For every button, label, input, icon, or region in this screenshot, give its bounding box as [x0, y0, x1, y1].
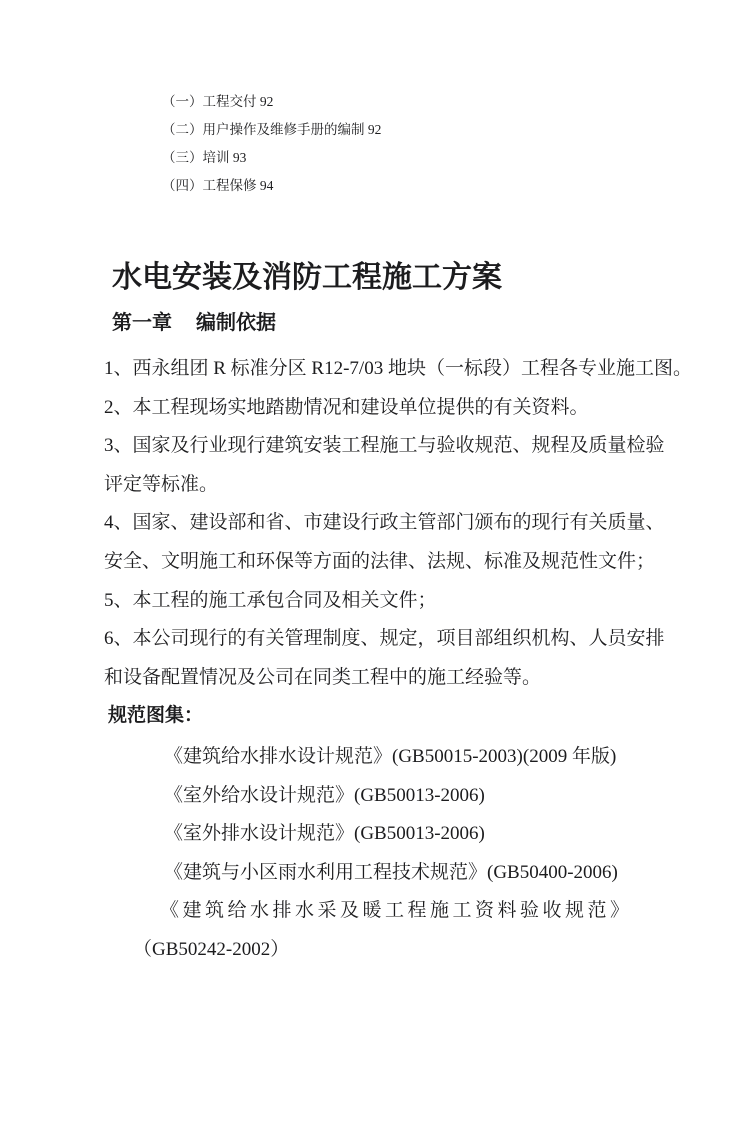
toc-block — [162, 88, 640, 200]
standard-item: 《建筑给水排水设计规范》(GB50015-2003)(2009 年版) — [164, 745, 617, 767]
standards-heading: 规范图集： — [108, 705, 204, 727]
body-line: 6、本公司现行的有关管理制度、规定，项目部组织机构、人员安排 — [104, 628, 665, 650]
body-line: 5、本工程的施工承包合同及相关文件； — [104, 589, 437, 611]
body-line: 4、国家、建设部和省、市建设行政主管部门颁布的现行有关质量、 — [104, 512, 665, 534]
body-line: 1、西永组团 R 标准分区 R12-7/03 地块（一标段）工程各专业施工图。 — [104, 358, 692, 379]
standard-item: 《建筑与小区雨水利用工程技术规范》(GB50400-2006) — [164, 861, 618, 883]
standard-item: 《建筑给水排水采及暖工程施工资料验收规范》 — [160, 900, 633, 922]
toc-item: （二）用户操作及维修手册的编制 92 — [162, 122, 382, 137]
body-line: 3、国家及行业现行建筑安装工程施工与验收规范、规程及质量检验 — [104, 435, 665, 457]
document-title: 水电安装及消防工程施工方案 — [112, 261, 502, 294]
toc-item: （三）培训 93 — [162, 150, 247, 165]
toc-item: （四）工程保修 94 — [162, 178, 274, 193]
document-page — [0, 88, 744, 1140]
standards-list — [104, 738, 640, 970]
body-line: 2、本工程现场实地踏勘情况和建设单位提供的有关资料。 — [104, 396, 589, 418]
body-line: 评定等标准。 — [104, 473, 219, 495]
toc-item: （一）工程交付 92 — [162, 94, 274, 109]
chapter-number: 第一章 — [112, 312, 172, 334]
chapter-title: 编制依据 — [196, 312, 276, 334]
standard-item: 《室外排水设计规范》(GB50013-2006) — [164, 823, 485, 845]
body-text — [104, 350, 692, 970]
standard-item-continuation: （GB50242-2002） — [133, 938, 290, 960]
body-line: 和设备配置情况及公司在同类工程中的施工经验等。 — [104, 666, 542, 688]
standard-item: 《室外给水设计规范》(GB50013-2006) — [164, 784, 485, 806]
body-line: 安全、文明施工和环保等方面的法律、法规、标准及规范性文件； — [104, 550, 656, 572]
chapter-heading — [112, 308, 640, 338]
